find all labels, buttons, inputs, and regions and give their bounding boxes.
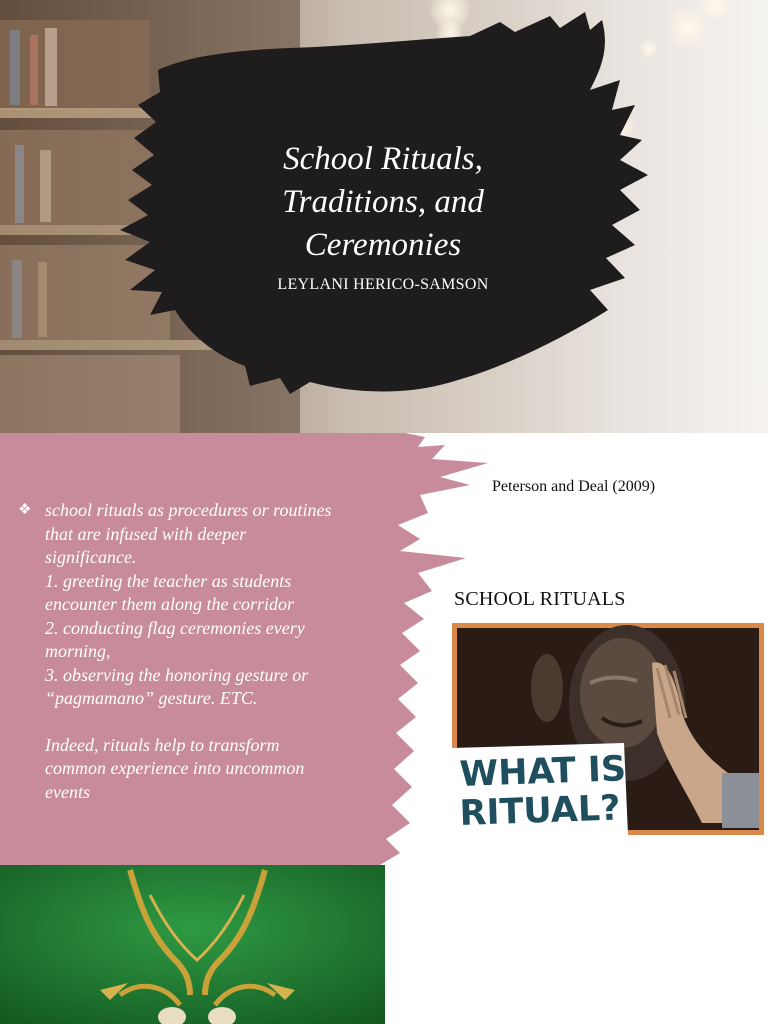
bullet-text — [45, 499, 398, 570]
title-line: School Rituals, — [283, 141, 483, 177]
conclusion-line: Indeed, rituals help to transform — [45, 734, 280, 755]
example-line: morning, — [45, 641, 111, 661]
text-line: school rituals as procedures or routines — [45, 500, 332, 520]
example-line: 1. greeting the teacher as students — [45, 570, 292, 591]
school-rituals-slide — [0, 433, 768, 865]
example-line: 2. conducting flag ceremonies every — [45, 617, 305, 638]
example-line: “pagmamano” gesture. ETC. — [45, 688, 258, 708]
diamond-bullet-icon: ❖ — [18, 502, 32, 518]
conclusion-line: common experience into uncommon — [45, 758, 305, 778]
conclusion-line: events — [45, 781, 90, 802]
image-label-line: WHAT IS — [458, 749, 627, 795]
example-line: 3. observing the honoring gesture or — [45, 664, 309, 685]
section-heading: SCHOOL RITUALS — [454, 588, 626, 610]
presentation-title — [190, 138, 576, 267]
green-ornament-panel — [0, 865, 385, 1024]
image-label-line: RITUAL? — [458, 788, 622, 834]
text-line: significance. — [45, 547, 137, 567]
citation: Peterson and Deal (2009) — [492, 478, 656, 495]
title-line: Traditions, and — [282, 184, 484, 220]
third-slide-partial — [0, 865, 768, 1024]
bullet-item — [18, 499, 398, 570]
author-name: LEYLANI HERICO-SAMSON — [277, 276, 489, 293]
ritual-description — [18, 499, 398, 804]
text-line: that are infused with deeper — [45, 523, 247, 544]
example-line: encounter them along the corridor — [45, 594, 294, 614]
title-line: Ceremonies — [304, 227, 462, 263]
title-slide — [0, 0, 768, 433]
what-is-ritual-image — [452, 623, 764, 835]
